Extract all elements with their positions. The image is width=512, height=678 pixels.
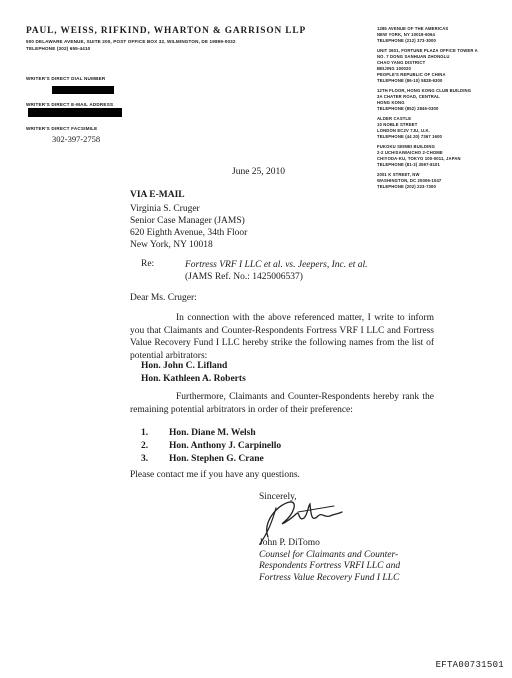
- office-hong-kong: 12TH FLOOR, HONG KONG CLUB BUILDING 3A CHATER ROAD, CENTRAL HONG KONG TELEPHONE (852) 2846-0300: [377, 88, 472, 111]
- letter-date: June 25, 2010: [232, 167, 286, 177]
- redaction-email: [28, 108, 122, 117]
- signer-role: Fortress Value Recovery Fund I LLC: [259, 572, 400, 583]
- office-list: [377, 26, 502, 194]
- paragraph-strike: In connection with the above referenced matter, I write to inform you that Claimants and Counter-Respondents Fortress VRF I LLC and Fortress Value Recovery Fund I LLC hereby strike the following names from the list of potential arbitrators:: [130, 313, 434, 361]
- salutation: Dear Ms. Cruger:: [130, 293, 197, 303]
- re-case-title: Fortress VRF I LLC et al. vs. Jeepers, Inc. et al.: [185, 260, 368, 270]
- ranked-item: 3. Hon. Stephen G. Crane: [141, 453, 264, 464]
- delivery-method: VIA E-MAIL: [130, 190, 185, 200]
- recipient-street: 620 Eighth Avenue, 34th Floor: [130, 228, 248, 238]
- firm-address: 500 DELAWARE AVENUE, SUITE 200, POST OFFICE BOX 32, WILMINGTON, DE 19899-0032: [26, 39, 236, 44]
- ranked-item: 2. Hon. Anthony J. Carpinello: [141, 440, 282, 451]
- recipient-address: [130, 203, 247, 251]
- recipient-title: Senior Case Manager (JAMS): [130, 216, 245, 226]
- office-london: ALDER CASTLE 10 NOBLE STREET LONDON EC2V 7JU, U.K. TELEPHONE (44 20) 7367 1600: [377, 116, 443, 139]
- recipient-name: Virginia S. Cruger: [130, 204, 200, 214]
- firm-telephone: TELEPHONE (302) 655-4410: [26, 46, 91, 51]
- redaction-dial: [52, 86, 114, 94]
- office-tokyo: FUKOKU SEIMEI BUILDING 2-2 UCHISAIWAICHO 2-CHOME CHIYODA-KU, TOKYO 100-0011, JAPAN TELEPHONE (81-3) 3597-8101: [377, 144, 461, 167]
- signer-role: Respondents Fortress VRFI LLC and: [259, 561, 401, 571]
- direct-dial-label: WRITER'S DIRECT DIAL NUMBER: [26, 76, 106, 81]
- direct-fax-number: 302-397-2758: [52, 134, 101, 144]
- signer-name: John P. DiTomo: [259, 538, 320, 548]
- re-subject: [185, 259, 368, 283]
- sincerely: Sincerely,: [259, 492, 297, 502]
- closing-line: Please contact me if you have any questions.: [130, 470, 300, 480]
- bates-number: EFTA00731501: [435, 660, 504, 670]
- direct-email-label: WRITER'S DIRECT E-MAIL ADDRESS: [26, 102, 114, 107]
- re-label: Re:: [141, 259, 155, 269]
- office-washington: 2001 K STREET, NW WASHINGTON, DC 20006-1047 TELEPHONE (202) 223-7300: [377, 172, 442, 189]
- recipient-city: New York, NY 10018: [130, 240, 213, 250]
- ranked-item: 1. Hon. Diane M. Welsh: [141, 428, 256, 438]
- struck-arbitrator: Hon. Kathleen A. Roberts: [141, 373, 246, 384]
- struck-arbitrators: [141, 360, 246, 385]
- office-beijing: UNIT 3601, FORTUNE PLAZA OFFICE TOWER A NO. 7 DONG SANHUAN ZHONGLU CHAO YANG DISTRICT BEIJING 100020 PEOPLE'S REPUBLIC OF CHINA TELEPHONE (86-10) 5828-6300: [377, 48, 478, 83]
- signature-block: [259, 538, 400, 584]
- struck-arbitrator: Hon. John C. Lifland: [141, 361, 228, 371]
- signer-role: Counsel for Claimants and Counter-: [259, 549, 399, 560]
- direct-fax-label: WRITER'S DIRECT FACSIMILE: [26, 126, 98, 131]
- firm-name: PAUL, WEISS, RIFKIND, WHARTON & GARRISON LLP: [26, 26, 307, 36]
- office-new-york: 1285 AVENUE OF THE AMERICAS NEW YORK, NY 10019-6064 TELEPHONE (212) 373-3000: [377, 26, 449, 43]
- paragraph-rank: Furthermore, Claimants and Counter-Respondents hereby rank the remaining potential arbitrators in order of their preference:: [130, 392, 434, 415]
- ranked-arbitrators: [141, 427, 281, 465]
- re-reference: (JAMS Ref. No.: 1425006537): [185, 272, 303, 282]
